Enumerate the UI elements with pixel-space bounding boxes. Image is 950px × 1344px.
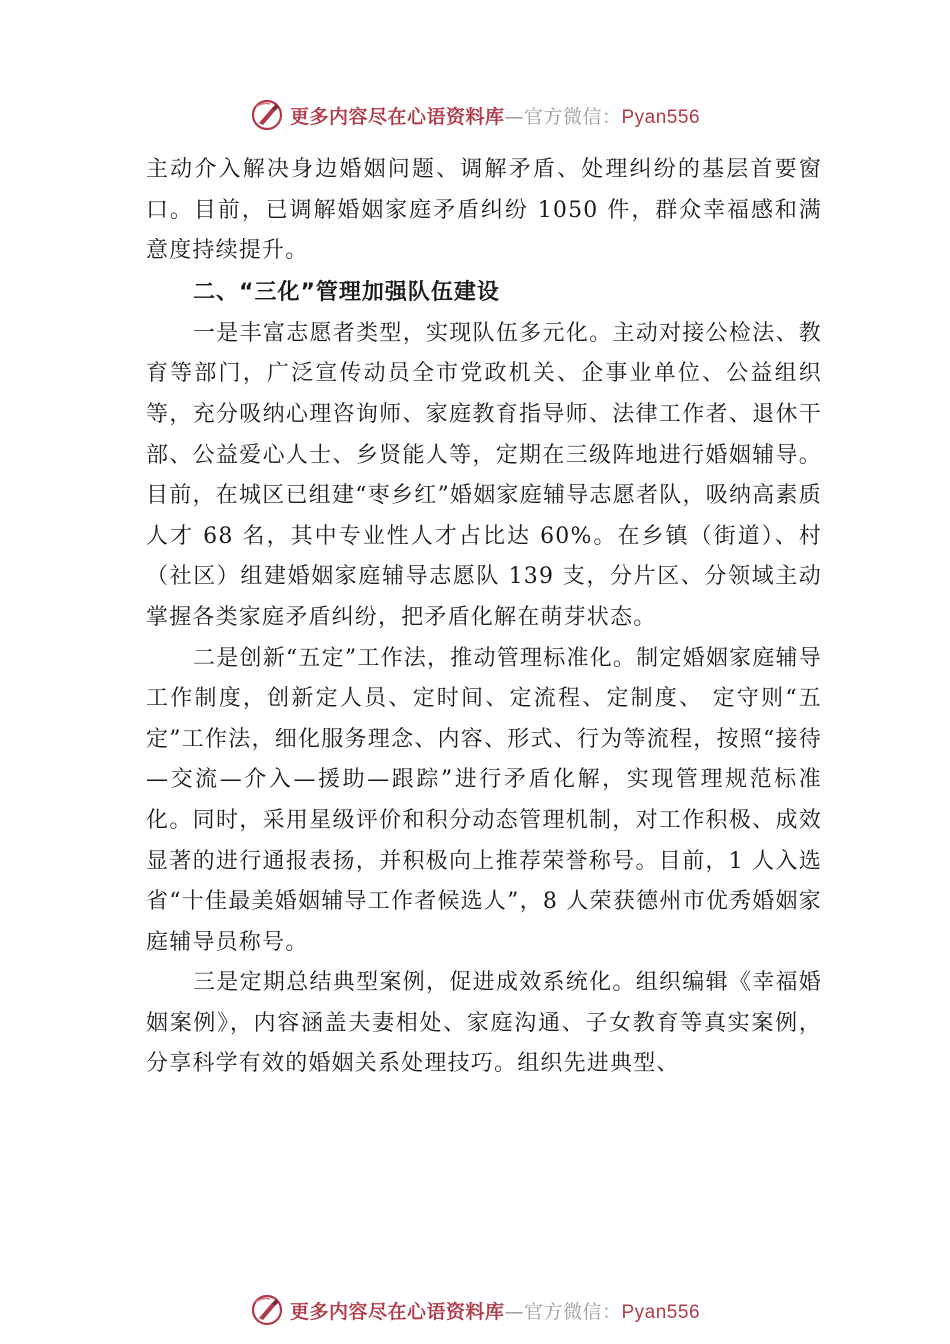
banner-wechat-label: 官方微信：	[523, 1300, 622, 1323]
paragraph-1: 一是丰富志愿者类型，实现队伍多元化。主动对接公检法、教育等部门，广泛宣传动员全市党政机关、企事业单位、公益组织等，充分吸纳心理咨询师、家庭教育指导师、法律工作者、退休干部、公益爱心人士、乡贤能人等，定期在三级阵地进行婚姻辅导。目前，在城区已组建“枣乡红”婚姻家庭辅导志愿者队，吸纳高素质人才 68 名，其中专业性人才占比达 60%。在乡镇（街道）、村（社区）组建婚姻家庭辅导志愿队 139 支，分片区、分领域主动掌握各类家庭矛盾纠纷，把矛盾化解在萌芽状态。	[146, 320, 822, 630]
banner-wechat-id: Pyan556	[621, 106, 701, 128]
document-body	[146, 150, 822, 1085]
banner-text	[290, 1297, 700, 1324]
paragraph-2: 二是创新“五定”工作法，推动管理标准化。制定婚姻家庭辅导工作制度，创新定人员、定时间、定流程、定制度、 定守则“五定”工作法，细化服务理念、内容、形式、行为等流程，按照“接待—交流—介入—援助—跟踪”进行矛盾化解，实现管理规范标准化。同时，采用星级评价和积分动态管理机制，对工作积极、成效显著的进行通报表扬，并积极向上推荐荣誉称号。目前，1 人入选省“十佳最美婚姻辅导工作者候选人”，8 人荣获德州市优秀婚姻家庭辅导员称号。	[146, 645, 822, 955]
banner-brand: 更多内容尽在心语资料库	[289, 1300, 505, 1323]
pen-nib-circle-icon	[250, 98, 284, 132]
banner-text	[290, 102, 700, 129]
banner-wechat-label: 官方微信：	[523, 105, 622, 128]
banner-brand: 更多内容尽在心语资料库	[289, 105, 505, 128]
banner-dash: —	[504, 1300, 524, 1323]
section-heading: 二、“三化”管理加强队伍建设	[193, 279, 500, 305]
intro-paragraph: 主动介入解决身边婚姻问题、调解矛盾、处理纠纷的基层首要窗口。目前，已调解婚姻家庭矛盾纠纷 1050 件，群众幸福感和满意度持续提升。	[146, 157, 822, 264]
header-banner	[0, 95, 950, 135]
paragraph-3: 三是定期总结典型案例，促进成效系统化。组织编辑《幸福婚姻案例》，内容涵盖夫妻相处、家庭沟通、子女教育等真实案例，分享科学有效的婚姻关系处理技巧。组织先进典型、	[146, 970, 822, 1077]
banner-wechat-id: Pyan556	[621, 1301, 701, 1323]
footer-banner	[0, 1290, 950, 1330]
pen-nib-circle-icon	[250, 1293, 284, 1327]
banner-dash: —	[504, 105, 524, 128]
